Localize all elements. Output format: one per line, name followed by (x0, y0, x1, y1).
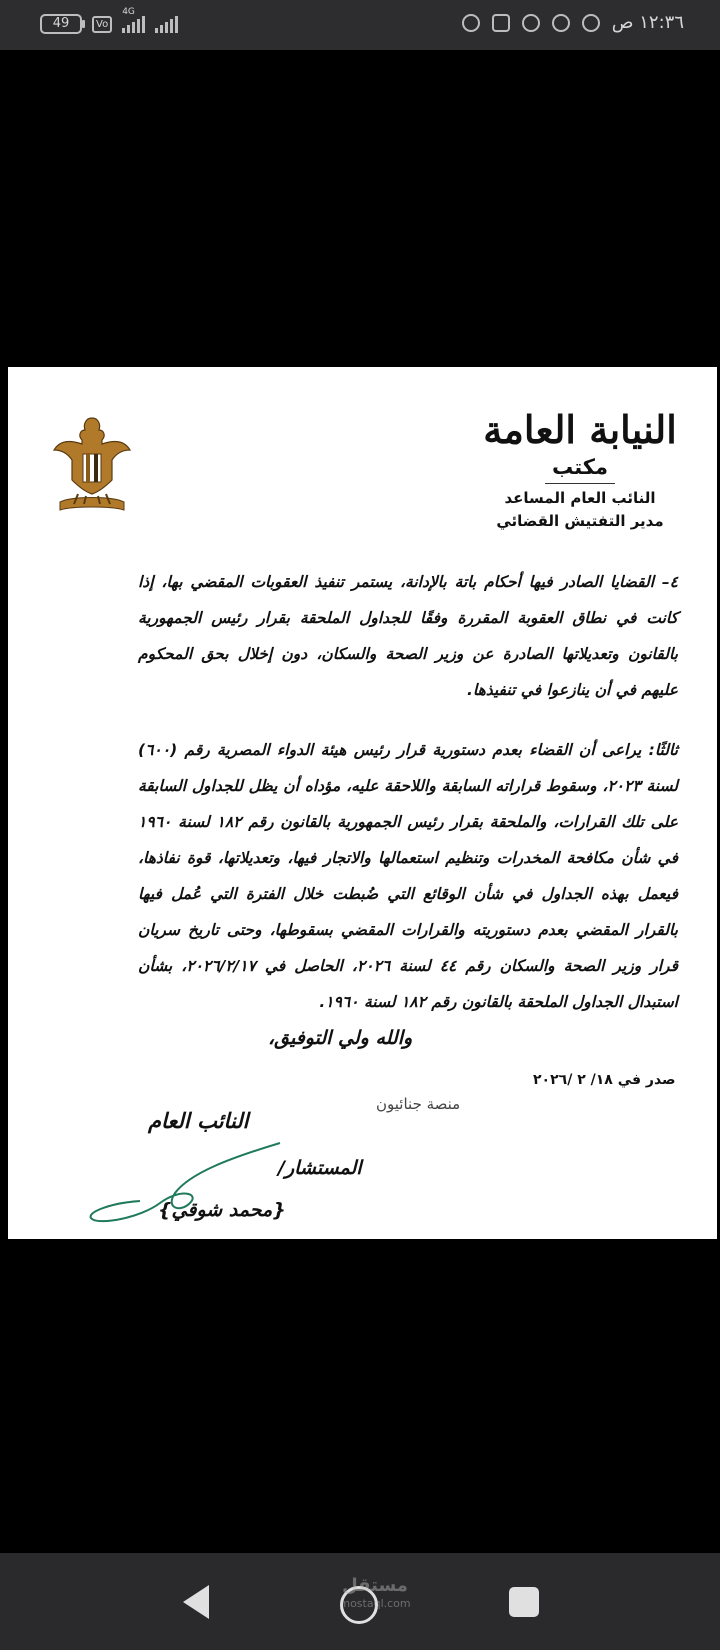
back-icon[interactable] (183, 1585, 209, 1619)
signal-icon-2 (155, 15, 178, 33)
handwritten-signature (80, 1133, 300, 1239)
battery-icon (40, 14, 82, 34)
inspection-director-line: مدير التفتيش القضائي (496, 512, 664, 530)
closing-phrase: والله ولي التوفيق، (268, 1027, 413, 1049)
issue-date: صدر في ١٨/ ٢ /٢٠٢٦ (533, 1072, 676, 1088)
clock: ١٢:٣٦ ص (611, 12, 684, 33)
status-bar (0, 0, 720, 50)
paragraph-four: ٤– القضايا الصادر فيها أحكام باتة بالإدانة، يستمر تنفيذ العقوبات المقضي بها، إذا كانت في نطاق العقوبة المقررة وفقًا للجداول الملحقة بقرار رئيس الجمهورية بالقانون وتعديلاتها الصادرة عن وزير الصحة والسكان، دون إخلال بحق المحكوم عليهم في أن ينازعوا في تنفيذها. (138, 573, 678, 699)
platform-credit: منصة جنائيون (376, 1095, 461, 1113)
recents-icon[interactable] (509, 1587, 539, 1617)
document-image[interactable] (8, 367, 720, 1239)
volte-badge: Vo (92, 16, 112, 33)
network-type: 4G (122, 7, 135, 17)
battery-level: 49 (52, 16, 70, 31)
alarm-icon (582, 14, 600, 32)
assistant-prosecutor-line: النائب العام المساعد (504, 489, 656, 507)
paragraph-three: ثالثًا: يراعى أن القضاء بعدم دستورية قرار رئيس هيئة الدواء المصرية رقم (٦٠٠) لسنة ٢٠٢٣، وسقوط قراراته السابقة واللاحقة عليه، مؤداه أن يظل للجداول السابقة على تلك القرارات، والملحقة بقرار رئيس الجمهورية بالقانون رقم ١٨٢ لسنة ١٩٦٠ في شأن مكافحة المخدرات وتنظيم استعمالها والاتجار فيها، وتعديلاتها، قوة نفاذها، فيعمل بهذه الجداول في شأن الوقائع التي ضُبطت خلال الفترة التي عُمل فيها بالقرار المقضي بعدم دستوريته والقرارات المقضي بسقوطها، وحتى تاريخ سريان قرار وزير الصحة والسكان رقم ٤٤ لسنة ٢٠٢٦، الحاصل في ٢٠٢٦/٢/١٧، بشأن استبدال الجداول الملحقة بالقانون رقم ١٨٢ لسنة ١٩٦٠. (138, 741, 679, 1011)
watermark-arabic: مستقل (342, 1575, 408, 1596)
mostaql-watermark (315, 1575, 435, 1611)
messenger-icon (522, 14, 540, 32)
navigation-bar (0, 1553, 720, 1650)
signer-name: {محمد شوقي} (158, 1199, 286, 1221)
institution-title: النيابة العامة (483, 407, 677, 452)
watermark-latin: mostaql.com (339, 1597, 411, 1610)
counselor-label: المستشار/ (278, 1157, 362, 1179)
office-label: مكتب (470, 455, 690, 484)
chrome-icon (462, 14, 480, 32)
gallery-icon (492, 14, 510, 32)
whatsapp-icon (552, 14, 570, 32)
signal-icon (122, 7, 145, 33)
letterhead (470, 407, 690, 530)
signature-title: النائب العام (148, 1109, 249, 1133)
eagle-emblem-icon (52, 410, 132, 516)
